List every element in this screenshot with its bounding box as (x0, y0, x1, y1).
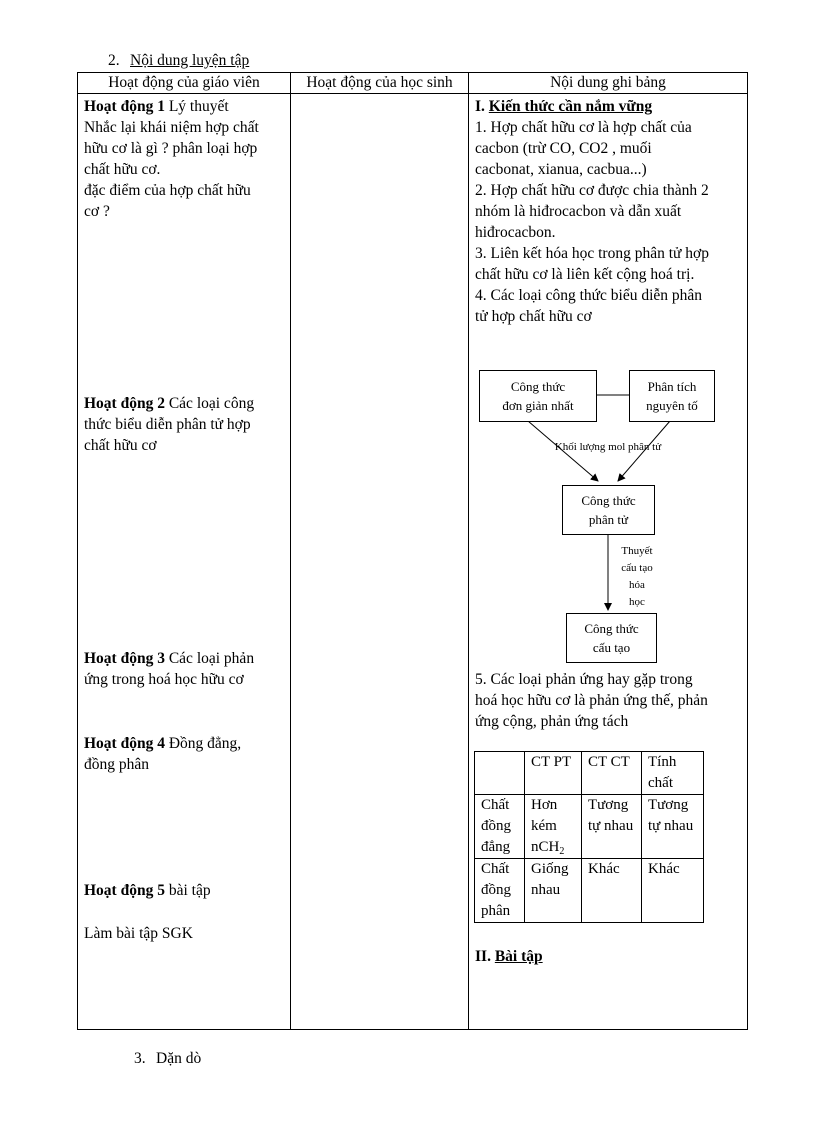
activity-5 (84, 880, 284, 901)
activity-1 (84, 96, 284, 222)
text-line: ứng trong hoá học hữu cơ (84, 671, 244, 688)
activity-1-topic: Lý thuyết (164, 98, 229, 115)
part-2-prefix: II. (475, 948, 495, 965)
row-label: Chất đồng phân (475, 859, 525, 923)
text-line: cơ ? (84, 203, 110, 220)
text-line: 5. Các loại phản ứng hay gặp trong (475, 671, 693, 688)
row-label: Chất đồng đẳng (475, 795, 525, 859)
table-cell: Tương tự nhau (582, 795, 642, 859)
activity-5-title: Hoạt động 5 (84, 882, 165, 899)
section-title: Nội dung luyện tập (130, 52, 250, 69)
table-cell (525, 795, 582, 859)
box-line: phân tử (588, 512, 629, 527)
header-board: Nội dung ghi bảng (469, 73, 748, 94)
comparison-header: Tính chất (642, 752, 704, 795)
text-line: Nhắc lại khái niệm hợp chất (84, 119, 259, 136)
text-line: tử hợp chất hữu cơ (475, 308, 592, 325)
activity-2-topic: Các loại công (164, 395, 255, 412)
activity-2-title: Hoạt động 2 (84, 395, 165, 412)
section-3-heading (134, 1050, 201, 1068)
header-student: Hoạt động của học sinh (291, 73, 469, 94)
box-structural-formula (566, 613, 657, 663)
section-2-heading (108, 52, 249, 70)
header-teacher: Hoạt động của giáo viên (78, 73, 291, 94)
comparison-row-isomer (475, 859, 704, 923)
label-line: học (629, 596, 645, 608)
text-line: hoá học hữu cơ là phản ứng thế, phản (475, 692, 708, 709)
formula-diagram (469, 94, 747, 654)
table-cell: Khác (642, 859, 704, 923)
section-number: 3. (134, 1050, 146, 1067)
box-line: nguyên tố (646, 398, 698, 413)
student-column (291, 94, 469, 1030)
label-molar-mass: Khối lượng mol phân tử (554, 441, 662, 453)
box-simplest-formula (479, 370, 597, 422)
activity-4 (84, 733, 284, 775)
label-line: Thuyết (621, 545, 653, 557)
table-cell: Khác (582, 859, 642, 923)
box-line: Phân tích (647, 379, 697, 394)
text-line: hữu cơ là gì ? phân loại hợp (84, 140, 258, 157)
part-1-prefix: I. (475, 98, 489, 115)
lesson-table (77, 72, 748, 1030)
homework-note: Làm bài tập SGK (84, 925, 193, 942)
text-line: cacbon (trừ CO, CO2 , muối (475, 140, 652, 157)
text-line: hiđrocacbon. (475, 224, 556, 241)
text-line: đồng phân (84, 756, 150, 773)
comparison-header: CT CT (582, 752, 642, 795)
text-line: 2. Hợp chất hữu cơ được chia thành 2 (475, 182, 709, 199)
comparison-header: CT PT (525, 752, 582, 795)
text-line: ứng cộng, phản ứng tách (475, 713, 629, 730)
text-line: cacbonat, xianua, cacbua...) (475, 161, 647, 178)
section-number: 2. (108, 52, 120, 69)
subscript: 2 (559, 846, 565, 857)
teacher-column (78, 94, 291, 1030)
table-cell: Giống nhau (525, 859, 582, 923)
text-line: 1. Hợp chất hữu cơ là hợp chất của (475, 119, 692, 136)
label-line: hóa (629, 579, 645, 591)
box-line: Công thức (510, 379, 566, 394)
box-element-analysis (629, 370, 715, 422)
comparison-row-homolog (475, 795, 704, 859)
text-line: đặc điểm của hợp chất hữu (84, 182, 251, 199)
box-line: Công thức (581, 493, 636, 508)
part-1-title: Kiến thức cần nắm vững (488, 98, 653, 115)
activity-3-topic: Các loại phản (164, 650, 255, 667)
activity-4-title: Hoạt động 4 (84, 735, 165, 752)
table-cell: Tương tự nhau (642, 795, 704, 859)
header-row (78, 73, 748, 94)
activity-2 (84, 393, 284, 456)
comparison-header-row (475, 752, 704, 795)
activity-4-topic: Đồng đẳng, (164, 735, 242, 752)
activity-5-topic: bài tập (164, 882, 211, 899)
box-line: Công thức (584, 621, 639, 636)
activity-3 (84, 648, 284, 690)
cell-text: Hơn kém nCH (531, 797, 560, 855)
content-row (78, 94, 748, 1030)
box-molecular-formula (562, 485, 655, 535)
part-2-title: Bài tập (494, 948, 543, 965)
board-point-5 (475, 669, 743, 732)
text-line: chất hữu cơ (84, 437, 157, 454)
label-line: cấu tạo (621, 562, 653, 574)
board-column (469, 94, 748, 1030)
label-structure-theory (609, 543, 665, 611)
text-line: thức biểu diễn phân tử hợp (84, 416, 251, 433)
activity-3-title: Hoạt động 3 (84, 650, 165, 667)
text-line: 3. Liên kết hóa học trong phân tử hợp (475, 245, 709, 262)
section-title: Dặn dò (156, 1050, 202, 1067)
board-part-2 (475, 946, 743, 967)
comparison-corner (475, 752, 525, 795)
text-line: nhóm là hiđrocacbon và dẫn xuất (475, 203, 682, 220)
text-line: 4. Các loại công thức biểu diễn phân (475, 287, 703, 304)
comparison-table (474, 751, 704, 923)
box-line: cấu tạo (592, 640, 631, 655)
activity-1-title: Hoạt động 1 (84, 98, 165, 115)
box-line: đơn giản nhất (502, 398, 574, 413)
text-line: chất hữu cơ. (84, 161, 161, 178)
text-line: chất hữu cơ là liên kết cộng hoá trị. (475, 266, 695, 283)
